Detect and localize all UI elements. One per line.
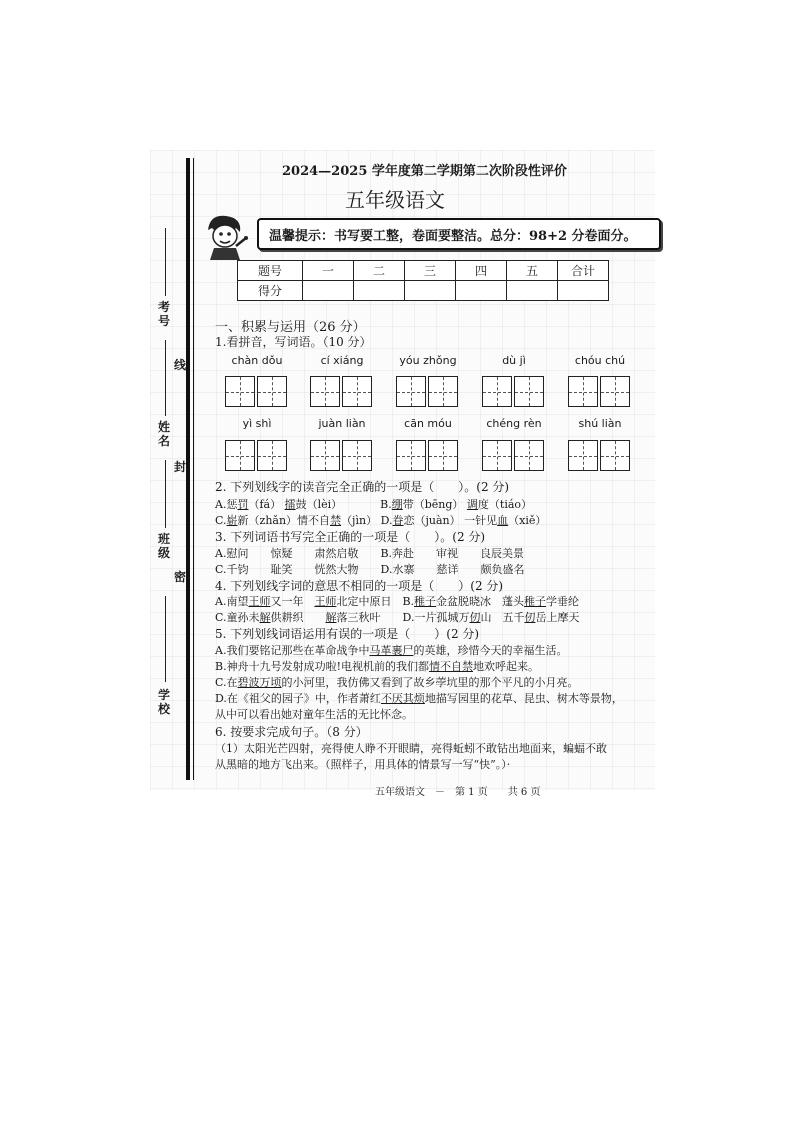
tianzige-box[interactable] xyxy=(396,440,458,470)
pinyin-label: shú liàn xyxy=(578,417,622,430)
question-5-option-c: C.在碧波万顷的小河里，我仿佛又看到了故乡荸坑里的那个平凡的小月亮。 xyxy=(215,676,579,689)
margin-field-name: 姓名 xyxy=(158,340,174,440)
margin-field-exam-no: 考号 xyxy=(158,228,174,328)
pinyin-label: chóu chú xyxy=(574,354,626,367)
question-4-options-cd: C.童孙未解供耕织 解落三秋叶 D.一片孤城万仞山 五千仞岳上摩天 xyxy=(215,611,580,624)
student-mascot-icon xyxy=(198,210,250,262)
pinyin-label: cān móu xyxy=(404,417,452,430)
score-input-cell[interactable] xyxy=(507,281,558,301)
tianzige-box[interactable] xyxy=(482,376,544,406)
score-row-label: 得分 xyxy=(238,281,303,301)
tianzige-box[interactable] xyxy=(225,376,287,406)
seal-secret-mark: 密 xyxy=(174,570,187,584)
question-2-title: 2. 下列划线字的读音完全正确的一项是（ ）。(2 分) xyxy=(215,480,510,494)
score-input-cell[interactable] xyxy=(456,281,507,301)
question-3-title: 3. 下列词语书写完全正确的一项是（ ）。(2 分) xyxy=(215,530,486,544)
question-5-title: 5. 下列划线词语运用有误的一项是（ ）(2 分) xyxy=(215,627,480,641)
tianzige-box[interactable] xyxy=(482,440,544,470)
question-2-options-ab: A.惩罚（fá） 擂鼓（lèi） B.绷带（bēng） 调度（tiáo） xyxy=(215,498,533,511)
score-input-cell[interactable] xyxy=(354,281,405,301)
tip-box xyxy=(257,218,661,250)
pinyin-label: yì shì xyxy=(242,417,272,430)
score-header-cell: 四 xyxy=(456,261,507,281)
tianzige-box[interactable] xyxy=(225,440,287,470)
score-header-cell: 一 xyxy=(303,261,354,281)
pinyin-label: cí xiáng xyxy=(320,354,364,367)
margin-field-school: 学校 xyxy=(158,596,174,706)
score-input-cell[interactable] xyxy=(405,281,456,301)
question-4-title: 4. 下列划线字词的意思不相同的一项是（ ）(2 分) xyxy=(215,579,504,593)
score-table xyxy=(237,260,609,301)
pinyin-label: chàn dǒu xyxy=(231,354,283,367)
question-3-options-cd: C.千钧 耻笑 恍然大物 D.水寨 慈详 颇负盛名 xyxy=(215,563,525,576)
score-input-cell[interactable] xyxy=(558,281,609,301)
seal-line-mark: 线 xyxy=(174,358,187,372)
pinyin-label: dù jì xyxy=(502,354,526,367)
tianzige-box[interactable] xyxy=(568,376,630,406)
question-5-option-a: A.我们要铭记那些在革命战争中马革裹尸的英雄，珍惜今天的幸福生活。 xyxy=(215,644,568,657)
section-title: 一、积累与运用（26 分） xyxy=(215,320,366,335)
score-header-cell: 题号 xyxy=(238,261,303,281)
tianzige-box[interactable] xyxy=(396,376,458,406)
question-5-option-d: D.在《祖父的园子》中，作者萧红不厌其烦地描写园里的花草、昆虫、树木等景物， xyxy=(215,692,623,705)
tip-text: 温馨提示：书写要工整，卷面要整洁。总分：98+2 分卷面分。 xyxy=(269,229,637,244)
score-input-cell[interactable] xyxy=(303,281,354,301)
score-header-cell: 合计 xyxy=(558,261,609,281)
question-4-options-ab: A.南望王师又一年 王师北定中原日 B.稚子金盆脱晓冰 蓬头稚子学垂纶 xyxy=(215,595,580,608)
pinyin-label: yóu zhǒng xyxy=(399,354,457,367)
question-5-option-d-cont: 从中可以看出她对童年生活的无比怀念。 xyxy=(215,708,413,721)
tianzige-box[interactable] xyxy=(310,376,372,406)
score-header-cell: 五 xyxy=(507,261,558,281)
pinyin-label: juàn liàn xyxy=(318,417,366,430)
score-header-cell: 二 xyxy=(354,261,405,281)
tianzige-box[interactable] xyxy=(568,440,630,470)
score-header-cell: 三 xyxy=(405,261,456,281)
binding-thick-rule xyxy=(186,158,190,780)
question-2-options-cd: C.崭新（zhǎn）情不自禁（jìn） D.眷恋（juàn） 一针见血（xiě） xyxy=(215,514,547,527)
question-5-option-b: B.神舟十九号发射成功啦!电视机前的我们都情不自禁地欢呼起来。 xyxy=(215,660,539,673)
question-6-item-1-cont: 从黑暗的地方飞出来。（照样子，用具体的情景写一写“快”。）· xyxy=(215,758,511,771)
seal-seal-mark: 封 xyxy=(174,460,187,474)
page-title: 五年级语文 xyxy=(345,188,445,212)
binding-thin-rule xyxy=(193,158,194,780)
pinyin-label: chéng rèn xyxy=(486,417,542,430)
exam-header: 2024—2025 学年度第二学期第二次阶段性评价 xyxy=(282,164,567,179)
margin-field-class: 班级 xyxy=(158,460,174,570)
question-3-options-ab: A.慰问 惊疑 肃然启敬 B.奔赴 审视 良辰美景 xyxy=(215,547,525,560)
tianzige-box[interactable] xyxy=(310,440,372,470)
question-6-title: 6. 按要求完成句子。（8 分） xyxy=(215,725,368,739)
page-footer: 五年级语文 － 第 1 页 共 6 页 xyxy=(375,787,541,798)
question-6-item-1: （1）太阳光芒四射，亮得使人睁不开眼睛，亮得蚯蚓不敢钻出地面来，蝙蝠不敢 xyxy=(215,742,607,755)
question-1-title: 1.看拼音，写词语。（10 分） xyxy=(215,335,372,349)
